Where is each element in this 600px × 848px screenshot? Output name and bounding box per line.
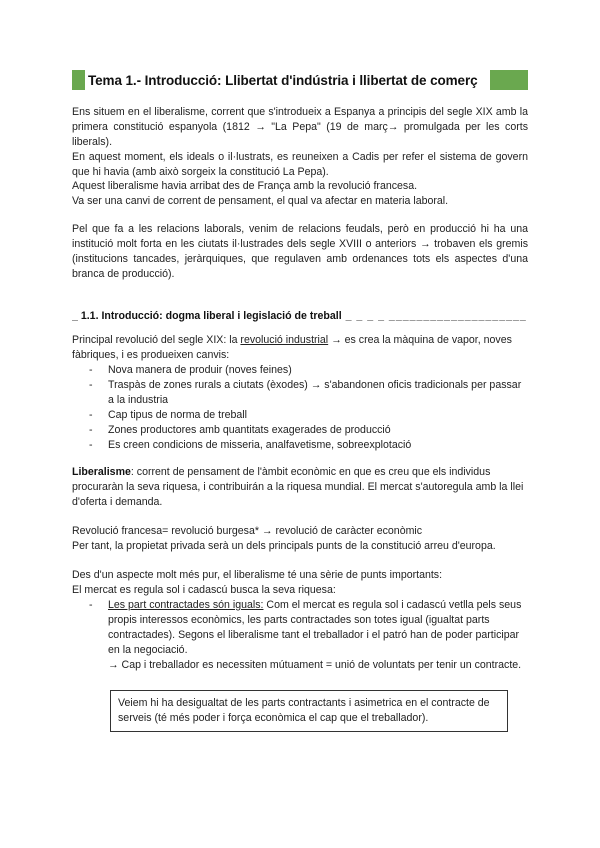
title-highlight-right	[490, 70, 528, 90]
list-marker: -	[89, 424, 93, 436]
private-property-line: Per tant, la propietat privada serà un dels principals punts de la constitució arreu d'europa.	[72, 540, 496, 552]
list-item	[72, 378, 528, 408]
list-item-text: Cap tipus de norma de treball	[108, 409, 247, 421]
list-marker: -	[89, 599, 93, 611]
revolution-lead-underlined: revolució industrial	[240, 334, 329, 346]
equality-heading: Les part contractades són iguals:	[108, 599, 264, 611]
section-trail: _ _ _ _ ____________________	[341, 310, 527, 322]
page-title: Tema 1.- Introducció: Llibertat d'indústria i llibertat de comerç	[88, 72, 478, 88]
intro-paragraph-1: Ens situem en el liberalisme, corrent que s'introdueix a Espanya a principis del segle XIX amb la primera constitució espanyola (1812 → "La Pepa" (19 de març→ promulgada per les corts liberals).	[72, 106, 528, 148]
list-item	[72, 438, 528, 453]
list-item	[72, 598, 528, 673]
liberalism-definition	[72, 465, 528, 510]
list-item-text: Traspàs de zones rurals a ciutats (èxodes) → s'abandonen oficis tradicionals per passar a la industria	[108, 379, 522, 406]
revolution-lead-before: Principal revolució del segle XIX: la	[72, 334, 241, 346]
title-bar	[72, 70, 528, 90]
list-item	[72, 408, 528, 423]
title-highlight-left	[72, 70, 85, 90]
list-item-text: Zones productores amb quantitats exagerades de producció	[108, 424, 391, 436]
section-title: 1.1. Introducció: dogma liberal i legislació de treball	[80, 310, 342, 322]
section-prefix: _	[72, 310, 81, 322]
equality-text: Com el mercat es regula sol i cadascú vetlla pels seus propis interessos econòmics, les parts contractades son totes igual (igualtat parts contractades). Segons el liberalisme tant el treballador i el patró han de poder participar en la negociació.	[108, 599, 522, 656]
list-marker: -	[89, 379, 93, 391]
list-item	[72, 423, 528, 438]
list-marker: -	[89, 409, 93, 421]
revolution-lead	[72, 333, 528, 363]
list-marker: -	[89, 364, 93, 376]
liberalism-term: Liberalisme	[72, 466, 131, 478]
section-heading	[72, 310, 528, 322]
note-box	[110, 690, 508, 732]
list-item	[72, 363, 528, 378]
market-regulation-line: El mercat es regula sol i cadascú busca la seva riquesa:	[72, 584, 336, 596]
intro-paragraph-5: Pel que fa a les relacions laborals, venim de relacions feudals, però en producció hi ha una institució molt forta en les ciutats il·lustrades dels segle XVIII o anteriors → trobaven els gremis (institucions tancades, jeràrquiques, que regulaven amb ordenances tots els aspectes d'una branca de producció).	[72, 223, 528, 280]
revolution-lead-after: → es crea la màquina de vapor, noves fàbriques, i es produeixen canvis:	[72, 334, 512, 361]
intro-paragraph-2: En aquest moment, els ideals o il·lustrats, es reuneixen a Cadis per refer el sistema de govern que hi havia (amb això sorgeix la constitució La Pepa).	[72, 151, 528, 178]
equality-conclusion: → Cap i treballador es necessiten mútuament = unió de voluntats per tenir un contracte.	[108, 659, 522, 671]
intro-paragraph-3: Aquest liberalisme havia arribat des de França amb la revolució francesa.	[72, 180, 418, 192]
note-box-text: Veiem hi ha desigualtat de les parts contractants i asimetrica en el contracte de serveis (té més poder i força econòmica el cap que el treballador).	[118, 697, 490, 724]
list-item-text: Nova manera de produir (noves feines)	[108, 364, 292, 376]
list-item-text: Es creen condicions de misseria, analfavetisme, sobreexplotació	[108, 439, 412, 451]
liberalism-points-intro: Des d'un aspecte molt més pur, el liberalisme té una sèrie de punts importants:	[72, 569, 443, 581]
french-revolution-line: Revolució francesa= revolució burgesa* → revolució de caràcter econòmic	[72, 525, 423, 537]
intro-paragraph-4: Va ser una canvi de corrent de pensament, el qual va afectar en materia laboral.	[72, 195, 449, 207]
list-marker: -	[89, 439, 93, 451]
revolution-changes-list	[72, 363, 528, 453]
equality-list	[72, 598, 528, 673]
liberalism-text: : corrent de pensament de l'àmbit econòmic en que es creu que els individus procuraràn la seva riquesa, i contribuirán a la riquesa mundial. El mercat s'autoregula amb la llei d'oferta i demanda.	[72, 466, 524, 508]
